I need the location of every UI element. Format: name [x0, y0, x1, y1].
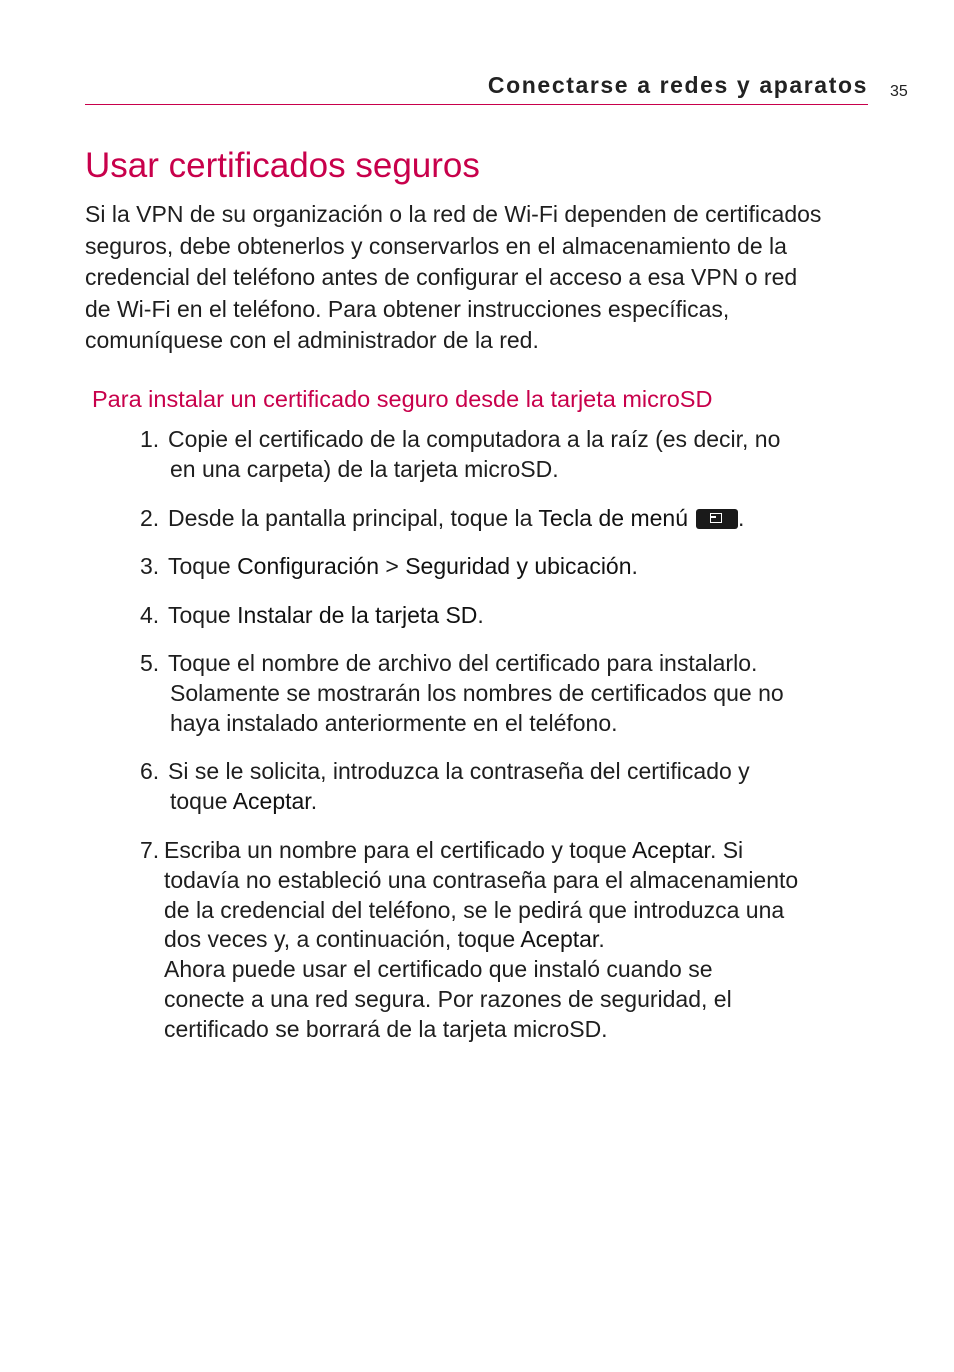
step-number: 1. — [140, 426, 160, 452]
step-text: toque — [170, 787, 233, 814]
step-number: 5. — [140, 650, 160, 676]
accept-label: Aceptar — [631, 837, 710, 863]
procedure-heading: Para instalar un certificado seguro desde la tarjeta microSD — [92, 386, 713, 412]
running-header — [85, 68, 868, 105]
step-2 — [140, 504, 744, 534]
section-title: Conectarse a redes y aparatos — [487, 72, 868, 98]
intro-paragraph — [85, 199, 875, 357]
step-text: Ahora puede usar el certificado que instaló cuando se — [164, 956, 713, 983]
step-end: . — [737, 505, 745, 531]
step-7 — [140, 836, 798, 1045]
step-6 — [140, 757, 750, 817]
intro-line: seguros, debe obtenerlos y conservarlos en el almacenamiento de la — [85, 232, 787, 259]
step-text: . Si — [709, 837, 744, 863]
step-end: . — [310, 787, 318, 814]
step-text: Desde la pantalla principal, toque la — [168, 505, 539, 531]
step-number: 7. — [140, 837, 160, 863]
accept-label: Aceptar — [520, 926, 599, 953]
step-3 — [140, 552, 638, 582]
menu-key-label: Tecla de menú — [538, 505, 688, 531]
step-5 — [140, 649, 784, 738]
step-text: Si se le solicita, introduzca la contraseña del certificado y — [168, 758, 750, 784]
step-text: Copie el certificado de la computadora a la raíz (es decir, no — [168, 426, 781, 452]
step-4 — [140, 601, 484, 631]
step-end: . — [631, 553, 638, 579]
step-text: Toque el nombre de archivo del certificado para instalarlo. — [168, 650, 758, 676]
menu-key-icon — [696, 509, 738, 529]
step-text: Toque — [168, 602, 238, 628]
page-title: Usar certificados seguros — [85, 146, 480, 185]
step-text: conecte a una red segura. Por razones de seguridad, el — [164, 985, 732, 1012]
step-text: dos veces y, a continuación, toque — [164, 926, 521, 953]
step-text: todavía no estableció una contraseña para el almacenamiento — [164, 866, 799, 893]
intro-line: comuníquese con el administrador de la red. — [85, 327, 539, 354]
accept-label: Aceptar — [232, 787, 311, 814]
intro-line: credencial del teléfono antes de configurar el acceso a esa VPN o red — [85, 264, 798, 291]
step-text: Solamente se mostrarán los nombres de certificados que no — [170, 679, 784, 706]
step-end: . — [598, 926, 605, 953]
intro-line: Si la VPN de su organización o la red de Wi-Fi dependen de certificados — [85, 201, 822, 227]
step-text: Escriba un nombre para el certificado y toque — [164, 837, 632, 863]
step-number: 3. — [140, 553, 160, 579]
step-number: 6. — [140, 758, 160, 784]
step-text: haya instalado anteriormente en el teléfono. — [170, 709, 618, 736]
step-text: certificado se borrará de la tarjeta microSD. — [164, 1015, 608, 1042]
step-text: Toque — [168, 553, 238, 579]
intro-line: de Wi-Fi en el teléfono. Para obtener instrucciones específicas, — [85, 295, 730, 322]
security-location-label: Seguridad y ubicación — [405, 553, 632, 579]
step-end: . — [477, 602, 484, 628]
page-number: 35 — [890, 83, 908, 100]
step-1 — [140, 425, 780, 485]
step-text: en una carpeta) de la tarjeta microSD. — [170, 455, 559, 482]
install-from-sd-label: Instalar de la tarjeta SD — [237, 602, 478, 628]
settings-label: Configuración — [237, 553, 379, 579]
step-number: 2. — [140, 505, 160, 531]
step-text: de la credencial del teléfono, se le pedirá que introduzca una — [164, 896, 785, 923]
step-separator: > — [378, 553, 406, 579]
step-number: 4. — [140, 602, 160, 628]
